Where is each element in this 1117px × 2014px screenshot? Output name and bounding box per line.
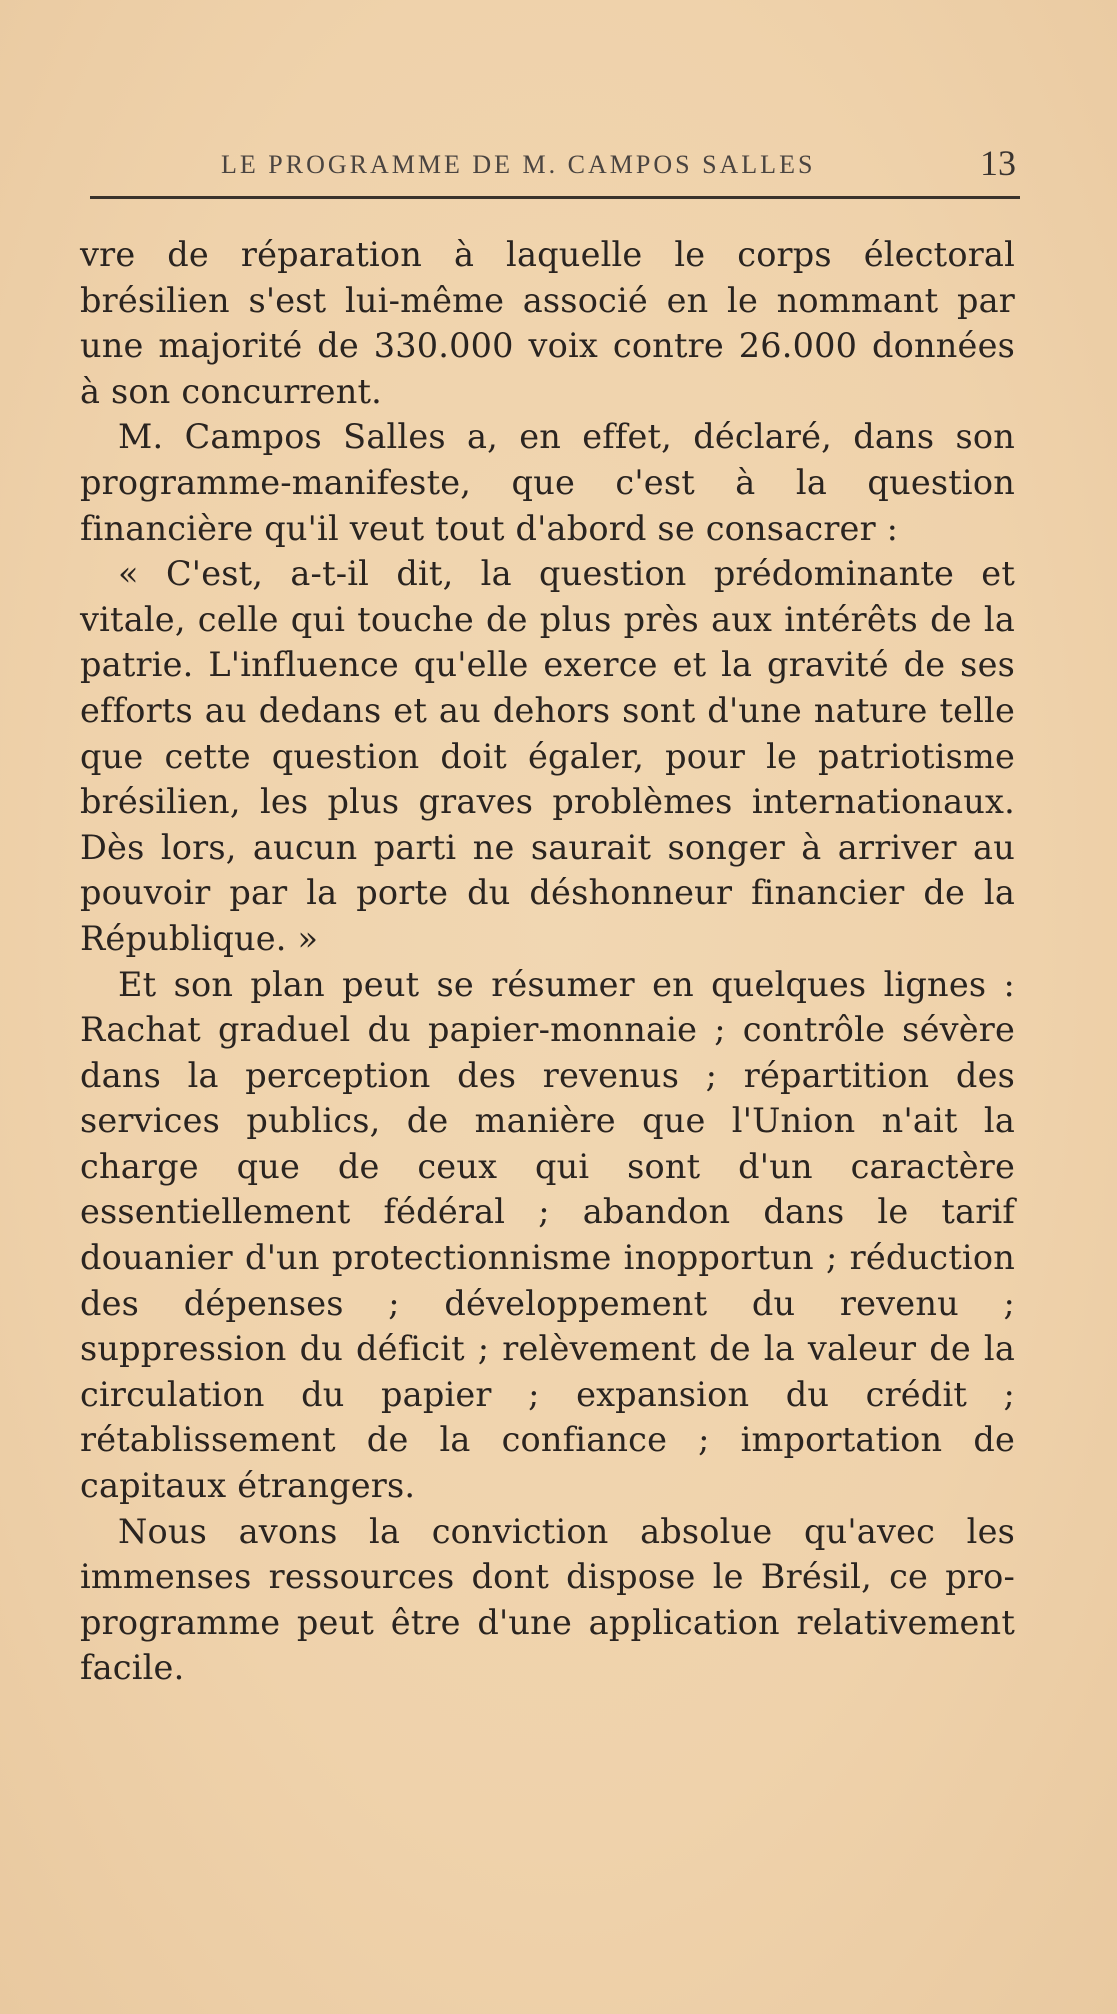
paragraph-continuation: vre de réparation à laquelle le corps électoral brésilien s'est lui-même associé en le nommant par une majorité de 330.000 voix contre 26.000 données à son concurrent.	[80, 235, 1015, 411]
paragraph: Et son plan peut se résumer en quelques lignes : Rachat graduel du papier-monnaie ; contrôle sévère dans la perception des revenus ; répartition des services publics, de manière que l'Union n'ait la charge que de ceux qui sont d'un caractère essentiellement fédéral ; abandon dans le tarif douanier d'un protectionnisme inopportun ; réduction des dépenses ; développement du revenu ; suppression du déficit ; relèvement de la valeur de la circulation du papier ; expansion du crédit ; rétablissement de la confiance ; importation de capitaux étrangers.	[80, 964, 1015, 1506]
quotation-paragraph: « C'est, a-t-il dit, la question prédominante et vitale, celle qui touche de plus près aux intérêts de la patrie. L'influence qu'elle exerce et la gravité de ses efforts au dedans et au dehors sont d'une nature telle que cette question doit égaler, pour le patriotisme brésilien, les plus graves problèmes internationaux. Dès lors, aucun parti ne saurait songer à arriver au pouvoir par la porte du déshonneur financier de la République. »	[80, 554, 1015, 958]
running-title: LE PROGRAMME DE M. CAMPOS SALLES	[221, 150, 816, 179]
body-text	[80, 232, 1015, 1691]
page-number: 13	[980, 143, 1016, 183]
header-rule	[90, 196, 1020, 199]
paragraph: M. Campos Salles a, en effet, déclaré, dans son programme-manifeste, que c'est à la question financière qu'il veut tout d'abord se consacrer :	[80, 417, 1015, 548]
paragraph: Nous avons la conviction absolue qu'avec les immenses ressources dont dispose le Brésil, ce pro-programme peut être d'une application relativement facile.	[80, 1511, 1015, 1688]
running-header	[80, 136, 1020, 192]
